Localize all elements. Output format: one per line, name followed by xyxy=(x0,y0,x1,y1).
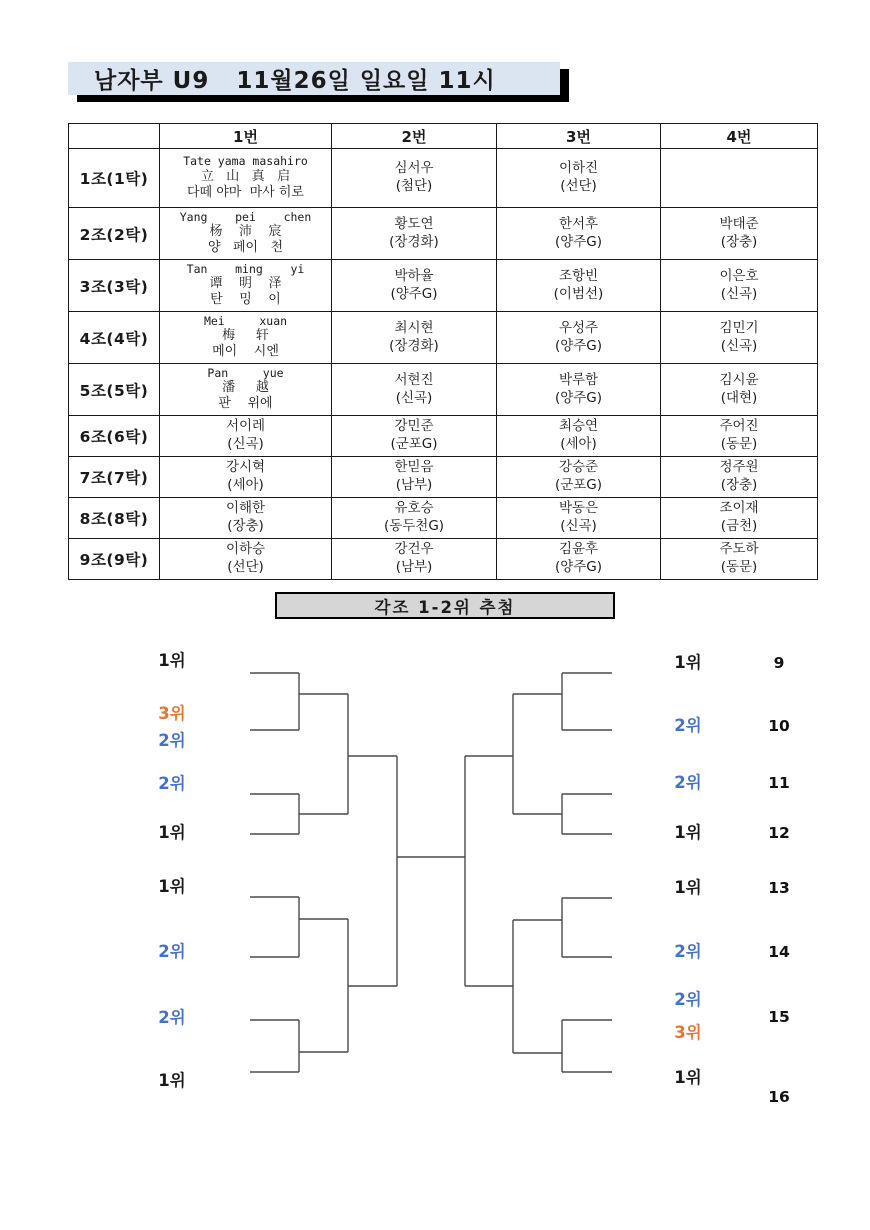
player-cell xyxy=(497,457,661,498)
player-cell xyxy=(160,457,332,498)
header-cell: 1번 xyxy=(160,124,332,149)
bracket-line-path xyxy=(250,673,612,1072)
bracket-slot-number: 12 xyxy=(768,824,790,842)
player-name: 김시윤 xyxy=(719,371,759,388)
header-cell: 3번 xyxy=(497,124,661,149)
player-name: 서이레 xyxy=(225,418,266,435)
player-club: (양주G) xyxy=(390,285,438,302)
bracket-seed-label-right: 3위 xyxy=(674,1023,702,1042)
player-club: (장충) xyxy=(227,518,264,534)
player-cell xyxy=(160,149,332,208)
player-name: 강민준 xyxy=(394,418,434,435)
player-name: 정주원 xyxy=(719,459,759,476)
player-cell xyxy=(661,364,818,416)
bracket-seed-label-left: 1위 xyxy=(158,877,186,896)
header-cell: 4번 xyxy=(661,124,818,149)
group-label-cell: 6조(6탁) xyxy=(69,416,160,457)
player-name-cn: 杨 沛 宸 xyxy=(209,224,282,240)
player-name-en: Pan yue xyxy=(207,365,284,380)
bracket-seed-label-left: 2위 xyxy=(158,774,186,793)
table-row xyxy=(69,498,818,539)
group-label-cell: 1조(1탁) xyxy=(69,149,160,208)
bracket-seed-label-right: 2위 xyxy=(674,773,702,792)
bracket-seed-label-left: 2위 xyxy=(158,731,186,750)
player-club: (첨단) xyxy=(395,178,433,194)
player-name: 이하진 xyxy=(558,160,599,177)
player-name-kr: 다떼 야마 마사 히로 xyxy=(187,184,304,200)
player-club: (군포G) xyxy=(554,477,603,493)
player-cell xyxy=(160,312,332,364)
header-cell: 2번 xyxy=(332,124,497,149)
player-name: 강시혁 xyxy=(225,459,266,476)
player-cell xyxy=(497,149,661,208)
player-name: 이하승 xyxy=(225,541,266,558)
table-row xyxy=(69,539,818,580)
player-cell xyxy=(160,260,332,312)
player-name: 최승연 xyxy=(558,418,599,435)
bracket-seed-label-right: 1위 xyxy=(674,878,702,897)
bracket-seed-label-right: 1위 xyxy=(674,653,702,672)
header-corner-cell xyxy=(69,124,160,149)
player-name: 박하율 xyxy=(394,267,434,284)
player-cell xyxy=(661,416,818,457)
table-row xyxy=(69,260,818,312)
player-cell xyxy=(332,260,497,312)
player-name-en: Mei xuan xyxy=(203,313,288,328)
draw-banner xyxy=(275,592,615,619)
player-name: 한믿음 xyxy=(394,459,434,476)
player-club: (양주G) xyxy=(554,559,603,575)
group-label-cell: 7조(7탁) xyxy=(69,457,160,498)
bracket-seed-label-right: 2위 xyxy=(674,990,702,1009)
bracket-seed-label-left: 2위 xyxy=(158,942,186,961)
bracket-slot-number: 13 xyxy=(768,879,790,897)
player-cell xyxy=(332,208,497,260)
player-club: (양주G) xyxy=(554,233,603,250)
player-name-kr: 메이 시엔 xyxy=(212,344,279,360)
group-table xyxy=(68,123,818,580)
player-name: 황도연 xyxy=(394,215,434,232)
bracket-slot-number: 10 xyxy=(768,717,790,735)
player-club: (신곡) xyxy=(720,337,758,354)
player-club: (양주G) xyxy=(554,389,603,406)
group-table-body xyxy=(69,124,818,580)
player-cell xyxy=(661,498,818,539)
player-name-cn: 梅 轩 xyxy=(222,328,269,344)
player-cell xyxy=(160,416,332,457)
player-cell xyxy=(661,260,818,312)
player-cell xyxy=(332,364,497,416)
bracket-slot-number: 16 xyxy=(768,1088,790,1106)
player-name: 조이재 xyxy=(719,500,759,517)
player-name-cn: 潘 越 xyxy=(222,380,269,396)
player-cell xyxy=(160,498,332,539)
player-club: (신곡) xyxy=(560,518,597,534)
player-cell xyxy=(497,312,661,364)
player-cell xyxy=(497,498,661,539)
player-cell xyxy=(332,312,497,364)
player-club: (이범선) xyxy=(553,285,604,302)
player-cell xyxy=(497,208,661,260)
group-label-cell: 8조(8탁) xyxy=(69,498,160,539)
table-row xyxy=(69,364,818,416)
player-club: (선단) xyxy=(560,178,597,194)
player-name: 한서후 xyxy=(558,215,599,232)
group-label-cell: 3조(3탁) xyxy=(69,260,160,312)
group-label-cell: 2조(2탁) xyxy=(69,208,160,260)
player-club: (동문) xyxy=(720,559,758,575)
bracket-seed-label-left: 3위 xyxy=(158,704,186,723)
player-name: 박루함 xyxy=(558,371,599,388)
bracket-seed-label-right: 1위 xyxy=(674,823,702,842)
player-cell xyxy=(661,539,818,580)
table-header-row xyxy=(69,124,818,149)
player-name: 조항빈 xyxy=(558,267,599,284)
player-cell xyxy=(497,364,661,416)
table-row xyxy=(69,149,818,208)
player-cell xyxy=(661,457,818,498)
player-name-en: Tan ming yi xyxy=(186,261,305,276)
bracket-slot-number: 9 xyxy=(773,654,785,672)
player-club: (군포G) xyxy=(390,436,438,452)
player-cell xyxy=(332,539,497,580)
bracket-seed-label-right: 2위 xyxy=(674,716,702,735)
table-row xyxy=(69,208,818,260)
player-club: (금천) xyxy=(720,518,758,534)
bracket-seed-label-left: 1위 xyxy=(158,1071,186,1090)
bracket-slot-number: 14 xyxy=(768,943,790,961)
player-name: 이은호 xyxy=(719,267,759,284)
player-name: 서현진 xyxy=(394,371,434,388)
table-row xyxy=(69,312,818,364)
player-name: 유호승 xyxy=(394,500,434,517)
player-name-cn: 立 山 真 启 xyxy=(200,168,291,184)
table-row xyxy=(69,416,818,457)
player-cell xyxy=(332,416,497,457)
page-title xyxy=(68,62,560,95)
player-name: 강건우 xyxy=(394,541,434,558)
player-name: 이해한 xyxy=(225,500,266,517)
player-club: (세아) xyxy=(560,436,597,452)
player-club: (남부) xyxy=(395,477,433,493)
bracket-seed-label-left: 2위 xyxy=(158,1008,186,1027)
player-cell xyxy=(160,364,332,416)
player-cell xyxy=(497,416,661,457)
player-name: 주어진 xyxy=(719,418,759,435)
player-name-cn: 谭 明 泽 xyxy=(209,276,282,292)
player-name: 박동은 xyxy=(558,500,599,517)
player-name: 김민기 xyxy=(719,319,759,336)
bracket-seed-label-right: 1위 xyxy=(674,1068,702,1087)
draw-banner-text: 각조 1-2위 추첨 xyxy=(374,597,516,617)
page-title-text: 남자부 U9 11월26일 일요일 11시 xyxy=(94,68,496,94)
group-label-cell: 4조(4탁) xyxy=(69,312,160,364)
bracket-slot-number: 15 xyxy=(768,1008,790,1026)
player-cell xyxy=(332,149,497,208)
group-label-cell: 5조(5탁) xyxy=(69,364,160,416)
player-cell xyxy=(661,208,818,260)
player-club: (장경화) xyxy=(389,337,439,354)
group-label-cell: 9조(9탁) xyxy=(69,539,160,580)
table-row xyxy=(69,457,818,498)
player-club: (신곡) xyxy=(720,285,758,302)
player-cell xyxy=(160,539,332,580)
player-name: 심서우 xyxy=(394,160,434,177)
player-cell xyxy=(332,498,497,539)
player-name-en: Tate yama masahiro xyxy=(183,154,308,169)
player-name-kr: 판 위에 xyxy=(218,396,273,412)
player-cell xyxy=(497,539,661,580)
player-club: (남부) xyxy=(395,559,433,575)
player-club: (장경화) xyxy=(389,233,439,250)
bracket-slot-number: 11 xyxy=(768,774,790,792)
player-cell xyxy=(332,457,497,498)
player-club: (신곡) xyxy=(227,436,264,452)
player-cell xyxy=(160,208,332,260)
player-club: (장충) xyxy=(720,477,758,493)
bracket-seed-label-right: 2위 xyxy=(674,942,702,961)
player-cell xyxy=(497,260,661,312)
player-club: (신곡) xyxy=(395,389,433,406)
player-name: 우성주 xyxy=(558,319,599,336)
player-name: 강승준 xyxy=(558,459,599,476)
player-club: (세아) xyxy=(227,477,264,493)
player-club: (대현) xyxy=(720,389,758,406)
player-club: (양주G) xyxy=(554,337,603,354)
player-name-kr: 양 페이 천 xyxy=(207,240,284,256)
bracket-seed-label-left: 1위 xyxy=(158,651,186,670)
player-name: 박태준 xyxy=(719,215,759,232)
player-club: (선단) xyxy=(227,559,264,575)
bracket-seed-label-left: 1위 xyxy=(158,823,186,842)
player-club: (동문) xyxy=(720,436,758,452)
player-name-kr: 탄 밍 이 xyxy=(210,292,281,308)
player-name-en: Yang pei chen xyxy=(179,209,312,224)
player-name: 주도하 xyxy=(719,541,759,558)
player-cell xyxy=(661,312,818,364)
player-name: 김윤후 xyxy=(558,541,599,558)
player-name: 최시현 xyxy=(394,319,434,336)
player-cell xyxy=(661,149,818,208)
player-club: (동두천G) xyxy=(383,518,445,534)
player-club: (장충) xyxy=(720,233,758,250)
